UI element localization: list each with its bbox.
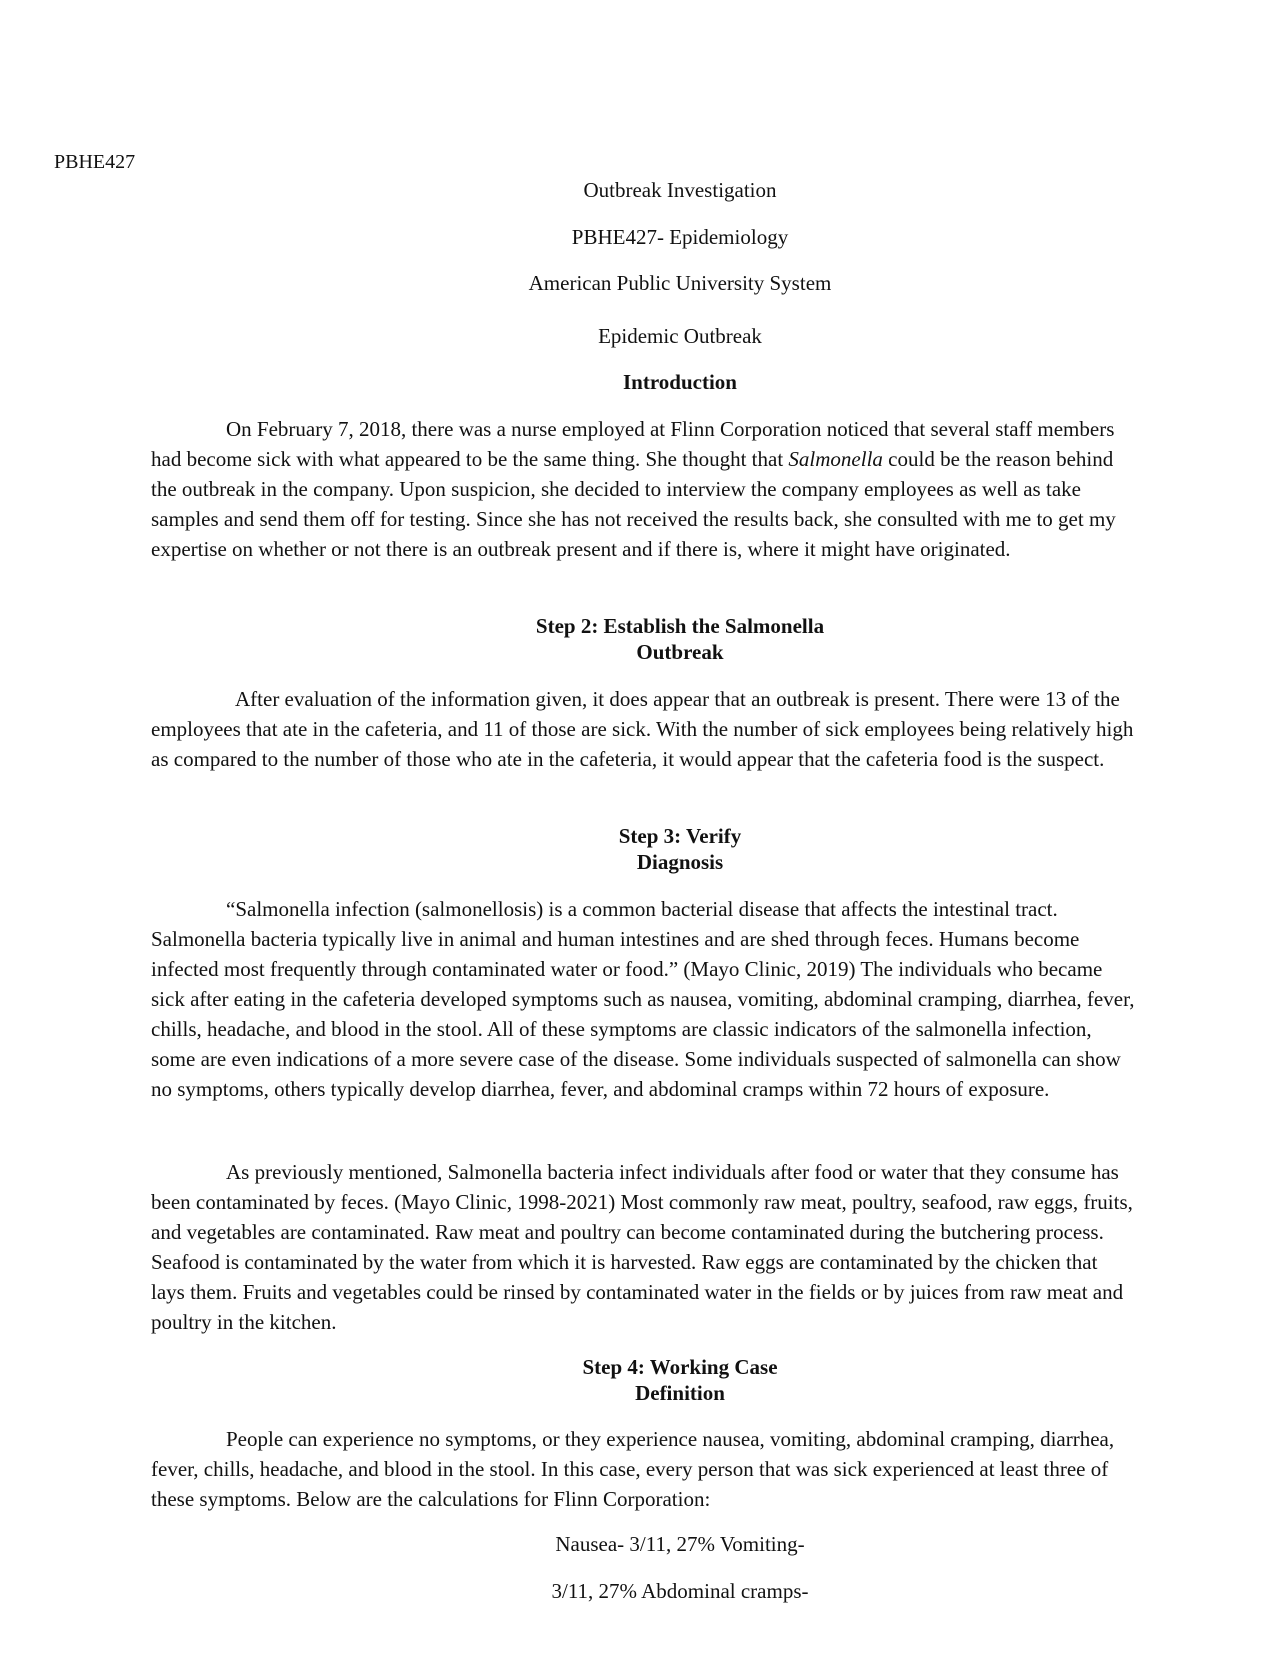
- step3-paragraph-1: [151, 894, 1136, 1104]
- intro-text-part2: could be the reason behind the outbreak in the company. Upon suspicion, she decided to interview the company employees as well as take samples and send them off for testing. Since she has not received the results back, she consulted with me to get my expertise on whether or not there is an outbreak present and if there is, where it might have originated.: [151, 447, 1116, 561]
- step3-heading-line1: Step 3: Verify: [618, 824, 742, 848]
- step3-heading-line2: Diagnosis: [636, 850, 724, 874]
- intro-text-part1: On February 7, 2018, there was a nurse employed at Flinn Corporation noticed that several staff members had become sick with what appeared to be the same thing. She thought that: [151, 417, 1115, 471]
- introduction-paragraph: [151, 414, 1136, 564]
- step2-paragraph: [151, 684, 1136, 774]
- calculation-line-1: Nausea- 3/11, 27% Vomiting-: [555, 1532, 805, 1556]
- step4-text: People can experience no symptoms, or they experience nausea, vomiting, abdominal cramping, diarrhea, fever, chills, headache, and blood in the stool. In this case, every person that was sick experienced at least three of these symptoms. Below are the calculations for Flinn Corporation:: [151, 1427, 1115, 1511]
- intro-italic-term: Salmonella: [788, 447, 883, 471]
- step4-heading-line1: Step 4: Working Case: [582, 1355, 778, 1379]
- calculation-line-2: 3/11, 27% Abdominal cramps-: [551, 1579, 809, 1603]
- step2-heading-line2: Outbreak: [636, 640, 724, 664]
- introduction-heading: Introduction: [623, 370, 737, 394]
- step3-text-1: “Salmonella infection (salmonellosis) is a common bacterial disease that affects the intestinal tract. Salmonella bacteria typically live in animal and human intestines and are shed through feces. Humans become infected most frequently through contaminated water or food.” (Mayo Clinic, 2019) The individuals who became sick after eating in the cafeteria developed symptoms such as nausea, vomiting, abdominal cramping, diarrhea, fever, chills, headache, and blood in the stool. All of these symptoms are classic indicators of the salmonella infection, some are even indications of a more severe case of the disease. Some individuals suspected of salmonella can show no symptoms, others typically develop diarrhea, fever, and abdominal cramps within 72 hours of exposure.: [151, 897, 1135, 1101]
- document-subtitle: Epidemic Outbreak: [598, 324, 762, 348]
- step2-text: After evaluation of the information given, it does appear that an outbreak is present. There were 13 of the employees that ate in the cafeteria, and 11 of those are sick. With the number of sick employees being relatively high as compared to the number of those who ate in the cafeteria, it would appear that the cafeteria food is the suspect.: [151, 687, 1134, 771]
- course-code-header: PBHE427: [54, 151, 136, 173]
- document-title: Outbreak Investigation: [583, 178, 777, 202]
- step2-heading-line1: Step 2: Establish the Salmonella: [535, 614, 825, 638]
- step4-paragraph: [151, 1424, 1136, 1514]
- step4-heading-line2: Definition: [635, 1381, 725, 1405]
- step3-paragraph-2: [151, 1157, 1136, 1337]
- course-name: PBHE427- Epidemiology: [571, 225, 789, 249]
- institution-name: American Public University System: [528, 271, 832, 295]
- step3-text-2: As previously mentioned, Salmonella bacteria infect individuals after food or water that they consume has been contaminated by feces. (Mayo Clinic, 1998-2021) Most commonly raw meat, poultry, seafood, raw eggs, fruits, and vegetables are contaminated. Raw meat and poultry can become contaminated during the butchering process. Seafood is contaminated by the water from which it is harvested. Raw eggs are contaminated by the chicken that lays them. Fruits and vegetables could be rinsed by contaminated water in the fields or by juices from raw meat and poultry in the kitchen.: [151, 1160, 1133, 1334]
